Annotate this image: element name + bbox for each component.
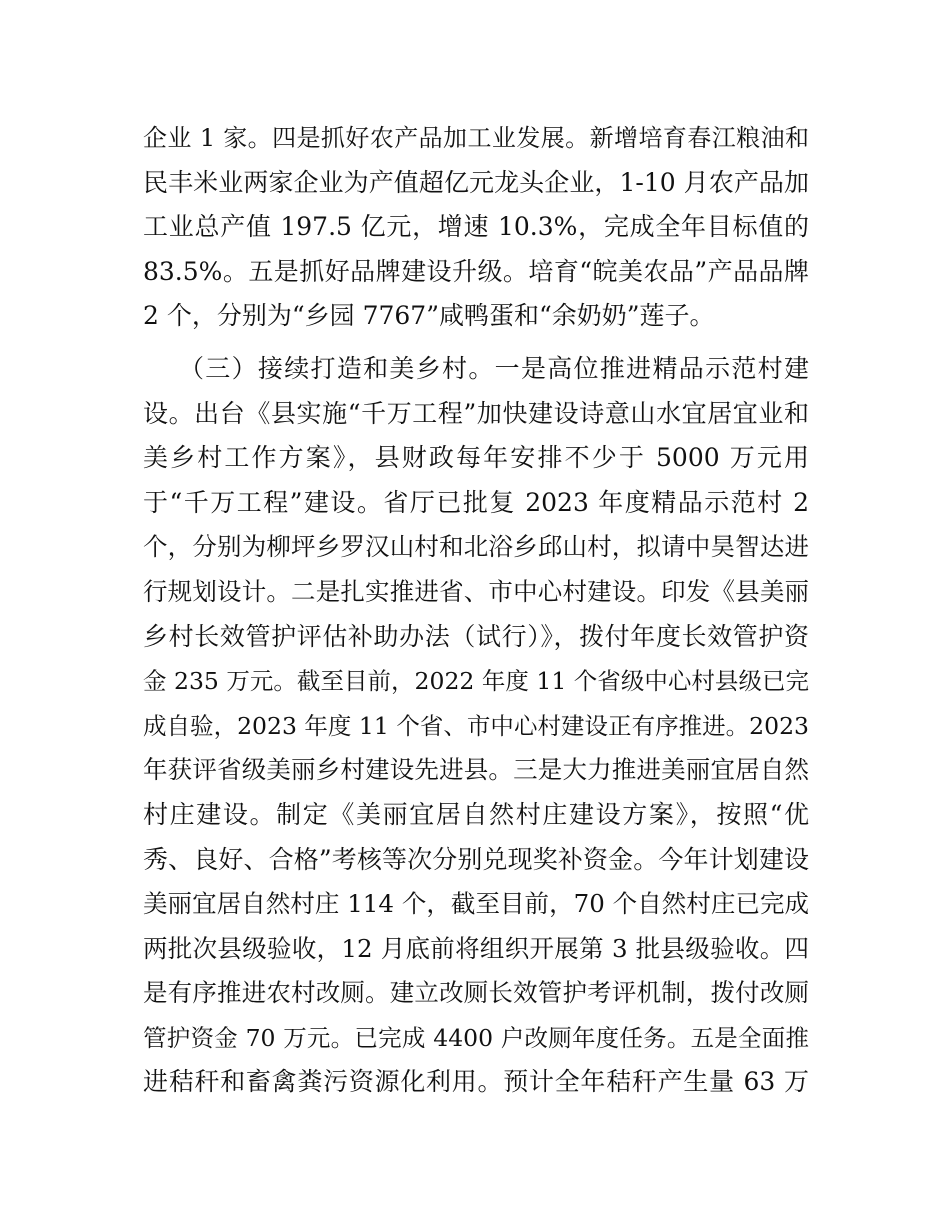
text-line: 工业总产值 197.5 亿元，增速 10.3%，完成全年目标值的 xyxy=(143,212,809,242)
section-heading-line: （三）接续打造和美乡村。一是高位推进精品示范村建 xyxy=(179,353,809,383)
text-line: 成自验，2023 年度 11 个省、市中心村建设正有序推进。2023 xyxy=(143,711,809,740)
text-line: 企业 1 家。四是抓好农产品加工业发展。新增培育春江粮油和 xyxy=(143,124,809,152)
text-line: 是有序推进农村改厕。建立改厕长效管护考评机制，拨付改厕 xyxy=(143,978,809,1008)
text-line: 两批次县级验收，12 月底前将组织开展第 3 批县级验收。四 xyxy=(143,933,809,963)
text-line: 村庄建设。制定《美丽宜居自然村庄建设方案》，按照“优 xyxy=(143,799,809,829)
text-line: 美乡村工作方案》，县财政每年安排不少于 5000 万元用 xyxy=(143,443,809,473)
paragraph-agri-processing xyxy=(143,116,809,339)
text-line: 83.5%。五是抓好品牌建设升级。培育“皖美农品”产品品牌 xyxy=(143,256,809,286)
text-line: 金 235 万元。截至目前，2022 年度 11 个省级中心村县级已完 xyxy=(143,667,809,696)
text-line: 个，分别为柳坪乡罗汉山村和北浴乡邱山村，拟请中昊智达进 xyxy=(143,532,809,562)
text-line: 2 个，分别为“乡园 7767”咸鸭蛋和“余奶奶”莲子。 xyxy=(143,301,715,331)
text-line: 设。出台《县实施“千万工程”加快建设诗意山水宜居宜业和 xyxy=(143,398,809,428)
paragraph-beautiful-villages xyxy=(143,347,809,1105)
text-line: 行规划设计。二是扎实推进省、市中心村建设。印发《县美丽 xyxy=(143,576,809,606)
text-line: 年获评省级美丽乡村建设先进县。三是大力推进美丽宜居自然 xyxy=(143,755,809,785)
text-line: 民丰米业两家企业为产值超亿元龙头企业，1-10 月农产品加 xyxy=(143,167,809,197)
document-body xyxy=(143,116,809,1105)
text-line: 于“千万工程”建设。省厅已批复 2023 年度精品示范村 2 xyxy=(143,487,809,517)
paragraph-gap xyxy=(143,339,809,347)
text-line: 美丽宜居自然村庄 114 个，截至目前，70 个自然村庄已完成 xyxy=(143,889,809,919)
text-line: 乡村长效管护评估补助办法（试行）》，拨付年度长效管护资 xyxy=(143,621,809,651)
text-line: 秀、良好、合格”考核等次分别兑现奖补资金。今年计划建设 xyxy=(143,844,809,874)
text-line: 进秸秆和畜禽粪污资源化利用。预计全年秸秆产生量 63 万 xyxy=(143,1067,809,1097)
text-line: 管护资金 70 万元。已完成 4400 户改厕年度任务。五是全面推 xyxy=(143,1023,809,1052)
